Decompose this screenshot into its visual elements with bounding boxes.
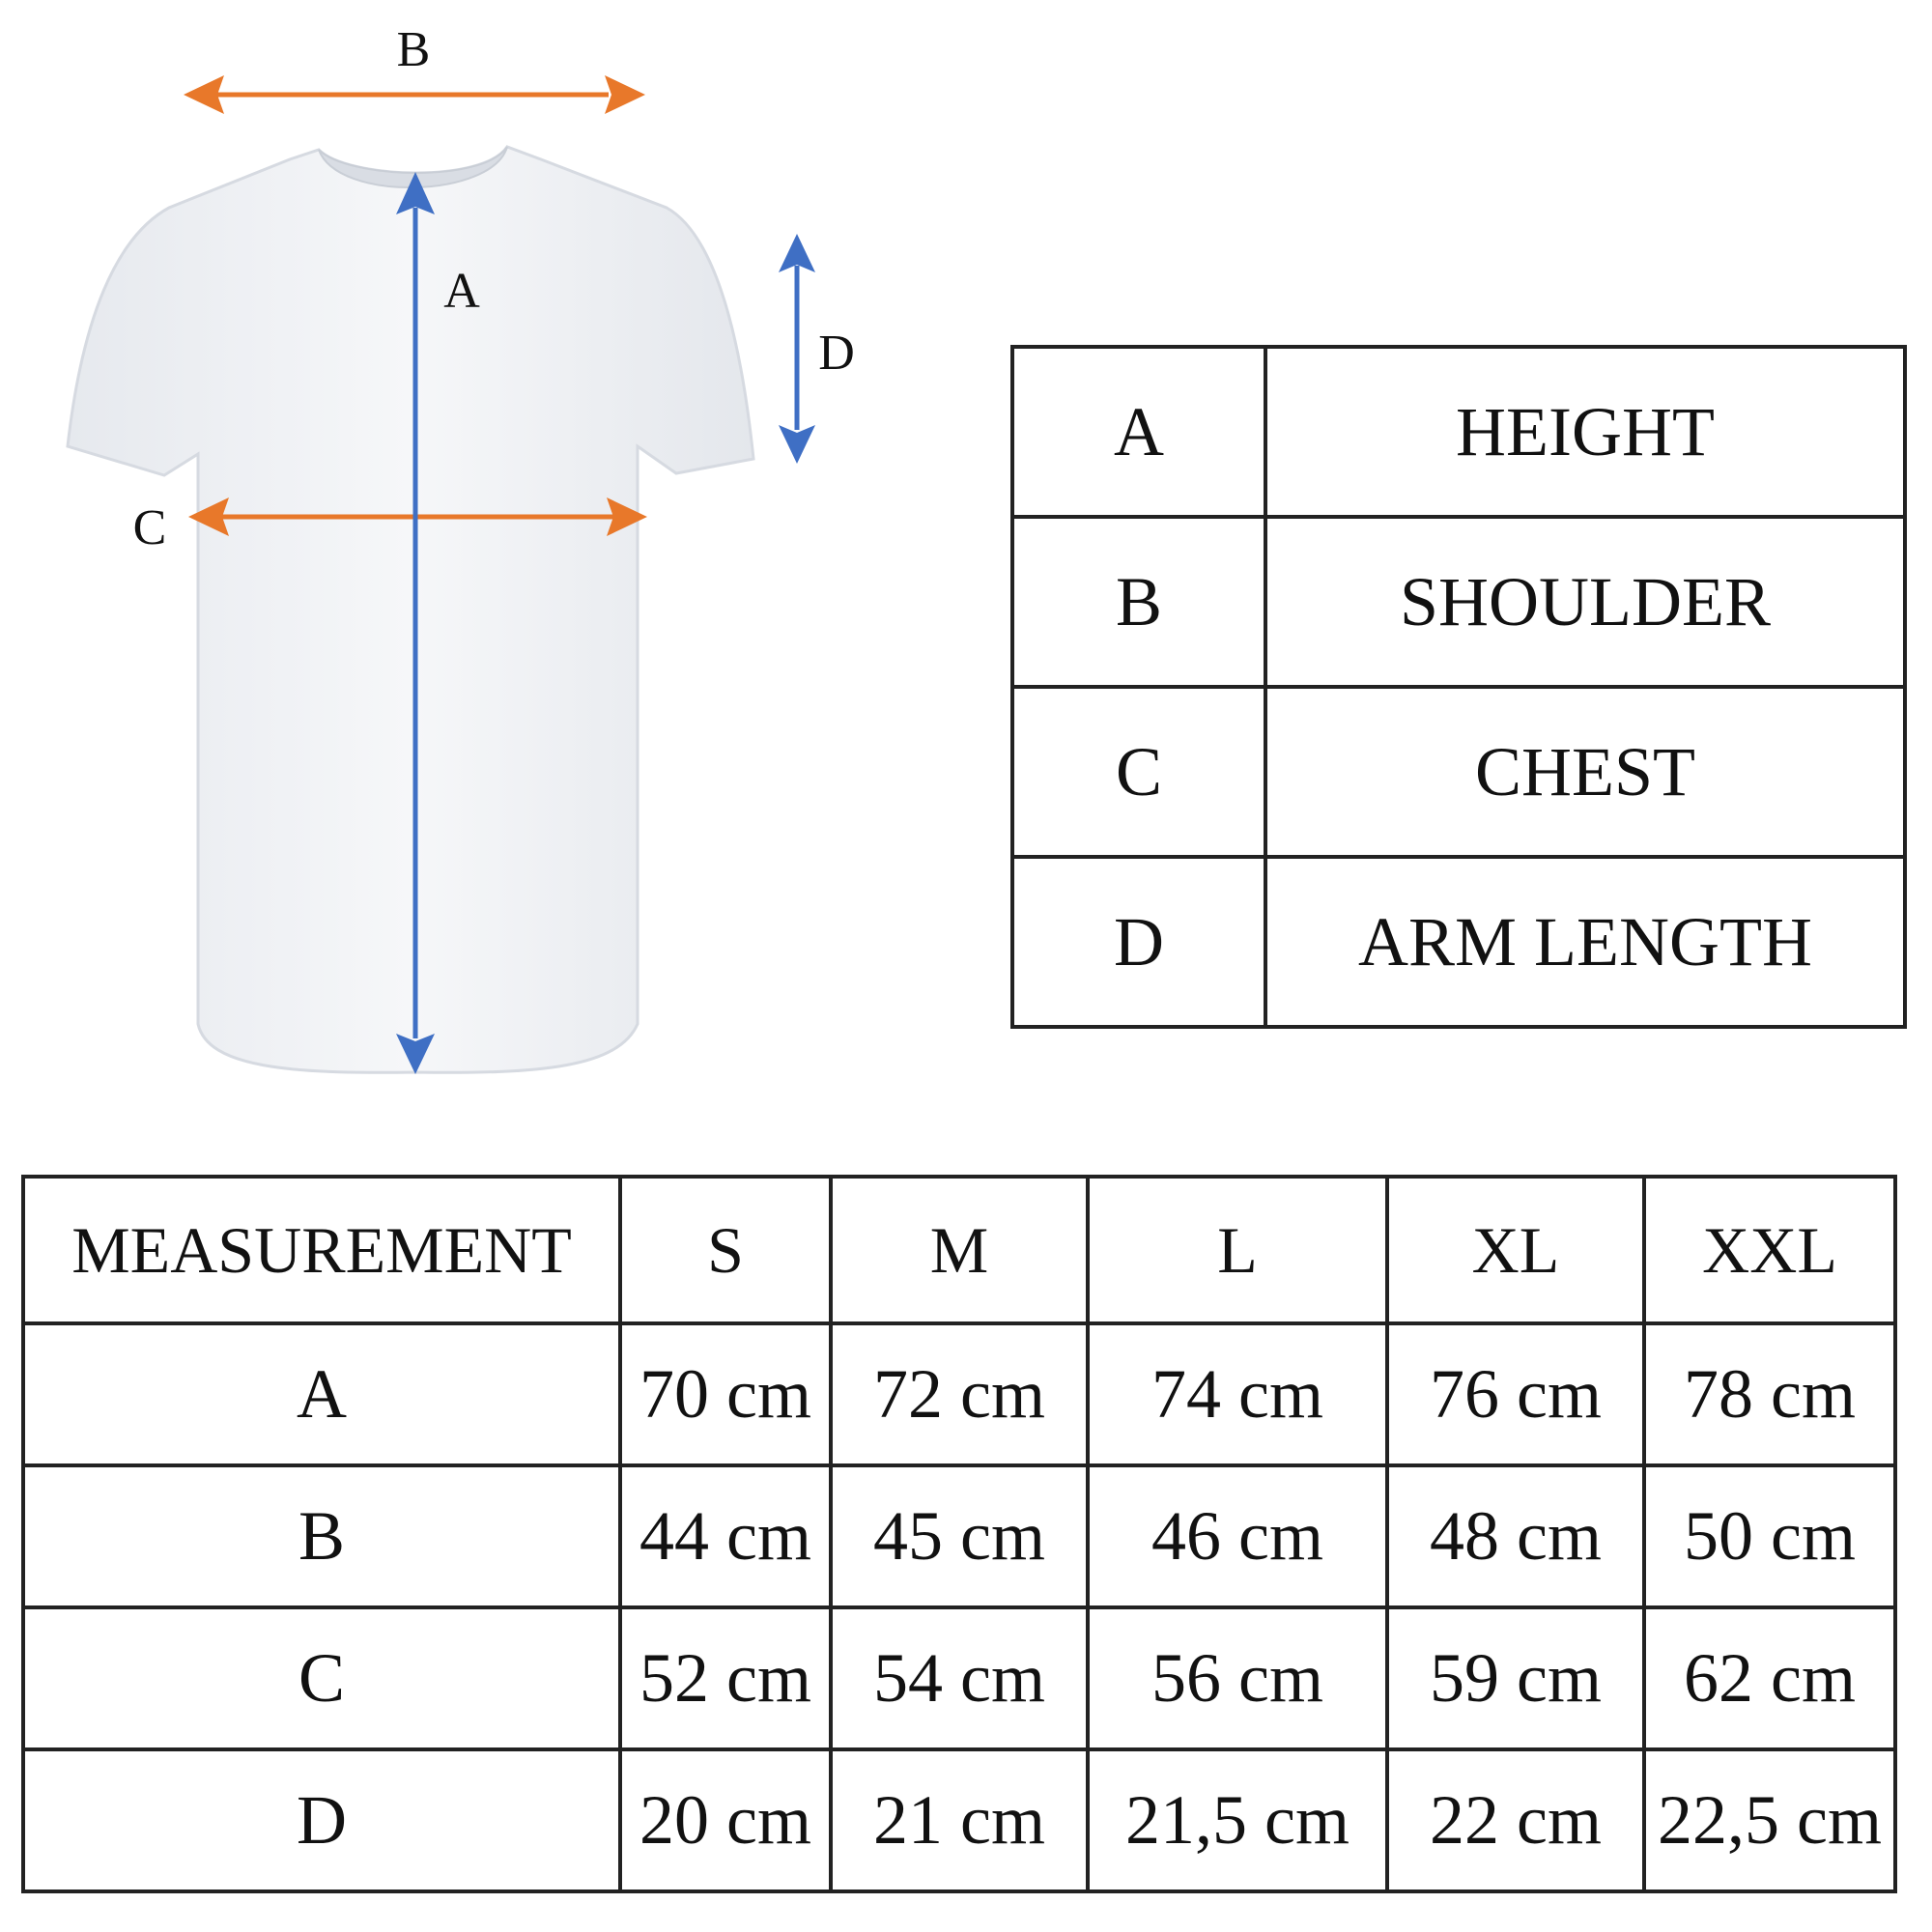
header-size-xl: XL — [1387, 1177, 1644, 1323]
legend-key: B — [1012, 517, 1265, 687]
header-size-m: M — [831, 1177, 1088, 1323]
row-measurement-key: A — [23, 1323, 620, 1465]
table-cell: 21,5 cm — [1088, 1749, 1387, 1891]
table-cell: 74 cm — [1088, 1323, 1387, 1465]
header-measurement: MEASUREMENT — [23, 1177, 620, 1323]
size-header-row — [23, 1177, 1895, 1323]
legend-name: SHOULDER — [1265, 517, 1905, 687]
label-c: C — [132, 500, 167, 555]
tshirt-image — [68, 147, 753, 1072]
shoulder-arrow — [184, 75, 645, 114]
header-size-l: L — [1088, 1177, 1387, 1323]
table-row — [23, 1323, 1895, 1465]
table-cell: 21 cm — [831, 1749, 1088, 1891]
table-cell: 52 cm — [620, 1607, 831, 1749]
header-size-xxl: XXL — [1644, 1177, 1895, 1323]
label-d: D — [818, 326, 855, 381]
arm-length-arrow — [779, 234, 815, 464]
legend-name: ARM LENGTH — [1265, 857, 1905, 1027]
header-size-s: S — [620, 1177, 831, 1323]
table-row — [23, 1607, 1895, 1749]
legend-name: CHEST — [1265, 687, 1905, 857]
table-cell: 50 cm — [1644, 1465, 1895, 1607]
table-cell: 56 cm — [1088, 1607, 1387, 1749]
table-cell: 22,5 cm — [1644, 1749, 1895, 1891]
row-measurement-key: C — [23, 1607, 620, 1749]
tshirt-measurement-diagram — [0, 0, 966, 1101]
legend-row — [1012, 687, 1905, 857]
label-a: A — [443, 264, 480, 319]
table-cell: 54 cm — [831, 1607, 1088, 1749]
legend-row — [1012, 857, 1905, 1027]
legend-row — [1012, 517, 1905, 687]
legend-key: C — [1012, 687, 1265, 857]
table-row — [23, 1465, 1895, 1607]
table-cell: 44 cm — [620, 1465, 831, 1607]
measurement-legend-table — [1010, 345, 1907, 1029]
table-row — [23, 1749, 1895, 1891]
table-cell: 45 cm — [831, 1465, 1088, 1607]
legend-row — [1012, 347, 1905, 517]
table-cell: 48 cm — [1387, 1465, 1644, 1607]
table-cell: 62 cm — [1644, 1607, 1895, 1749]
table-cell: 59 cm — [1387, 1607, 1644, 1749]
table-cell: 70 cm — [620, 1323, 831, 1465]
row-measurement-key: B — [23, 1465, 620, 1607]
legend-name: HEIGHT — [1265, 347, 1905, 517]
table-cell: 20 cm — [620, 1749, 831, 1891]
row-measurement-key: D — [23, 1749, 620, 1891]
legend-key: A — [1012, 347, 1265, 517]
label-b: B — [396, 22, 431, 77]
legend-key: D — [1012, 857, 1265, 1027]
table-cell: 78 cm — [1644, 1323, 1895, 1465]
table-cell: 72 cm — [831, 1323, 1088, 1465]
table-cell: 76 cm — [1387, 1323, 1644, 1465]
size-chart-table — [21, 1175, 1897, 1893]
table-cell: 46 cm — [1088, 1465, 1387, 1607]
table-cell: 22 cm — [1387, 1749, 1644, 1891]
